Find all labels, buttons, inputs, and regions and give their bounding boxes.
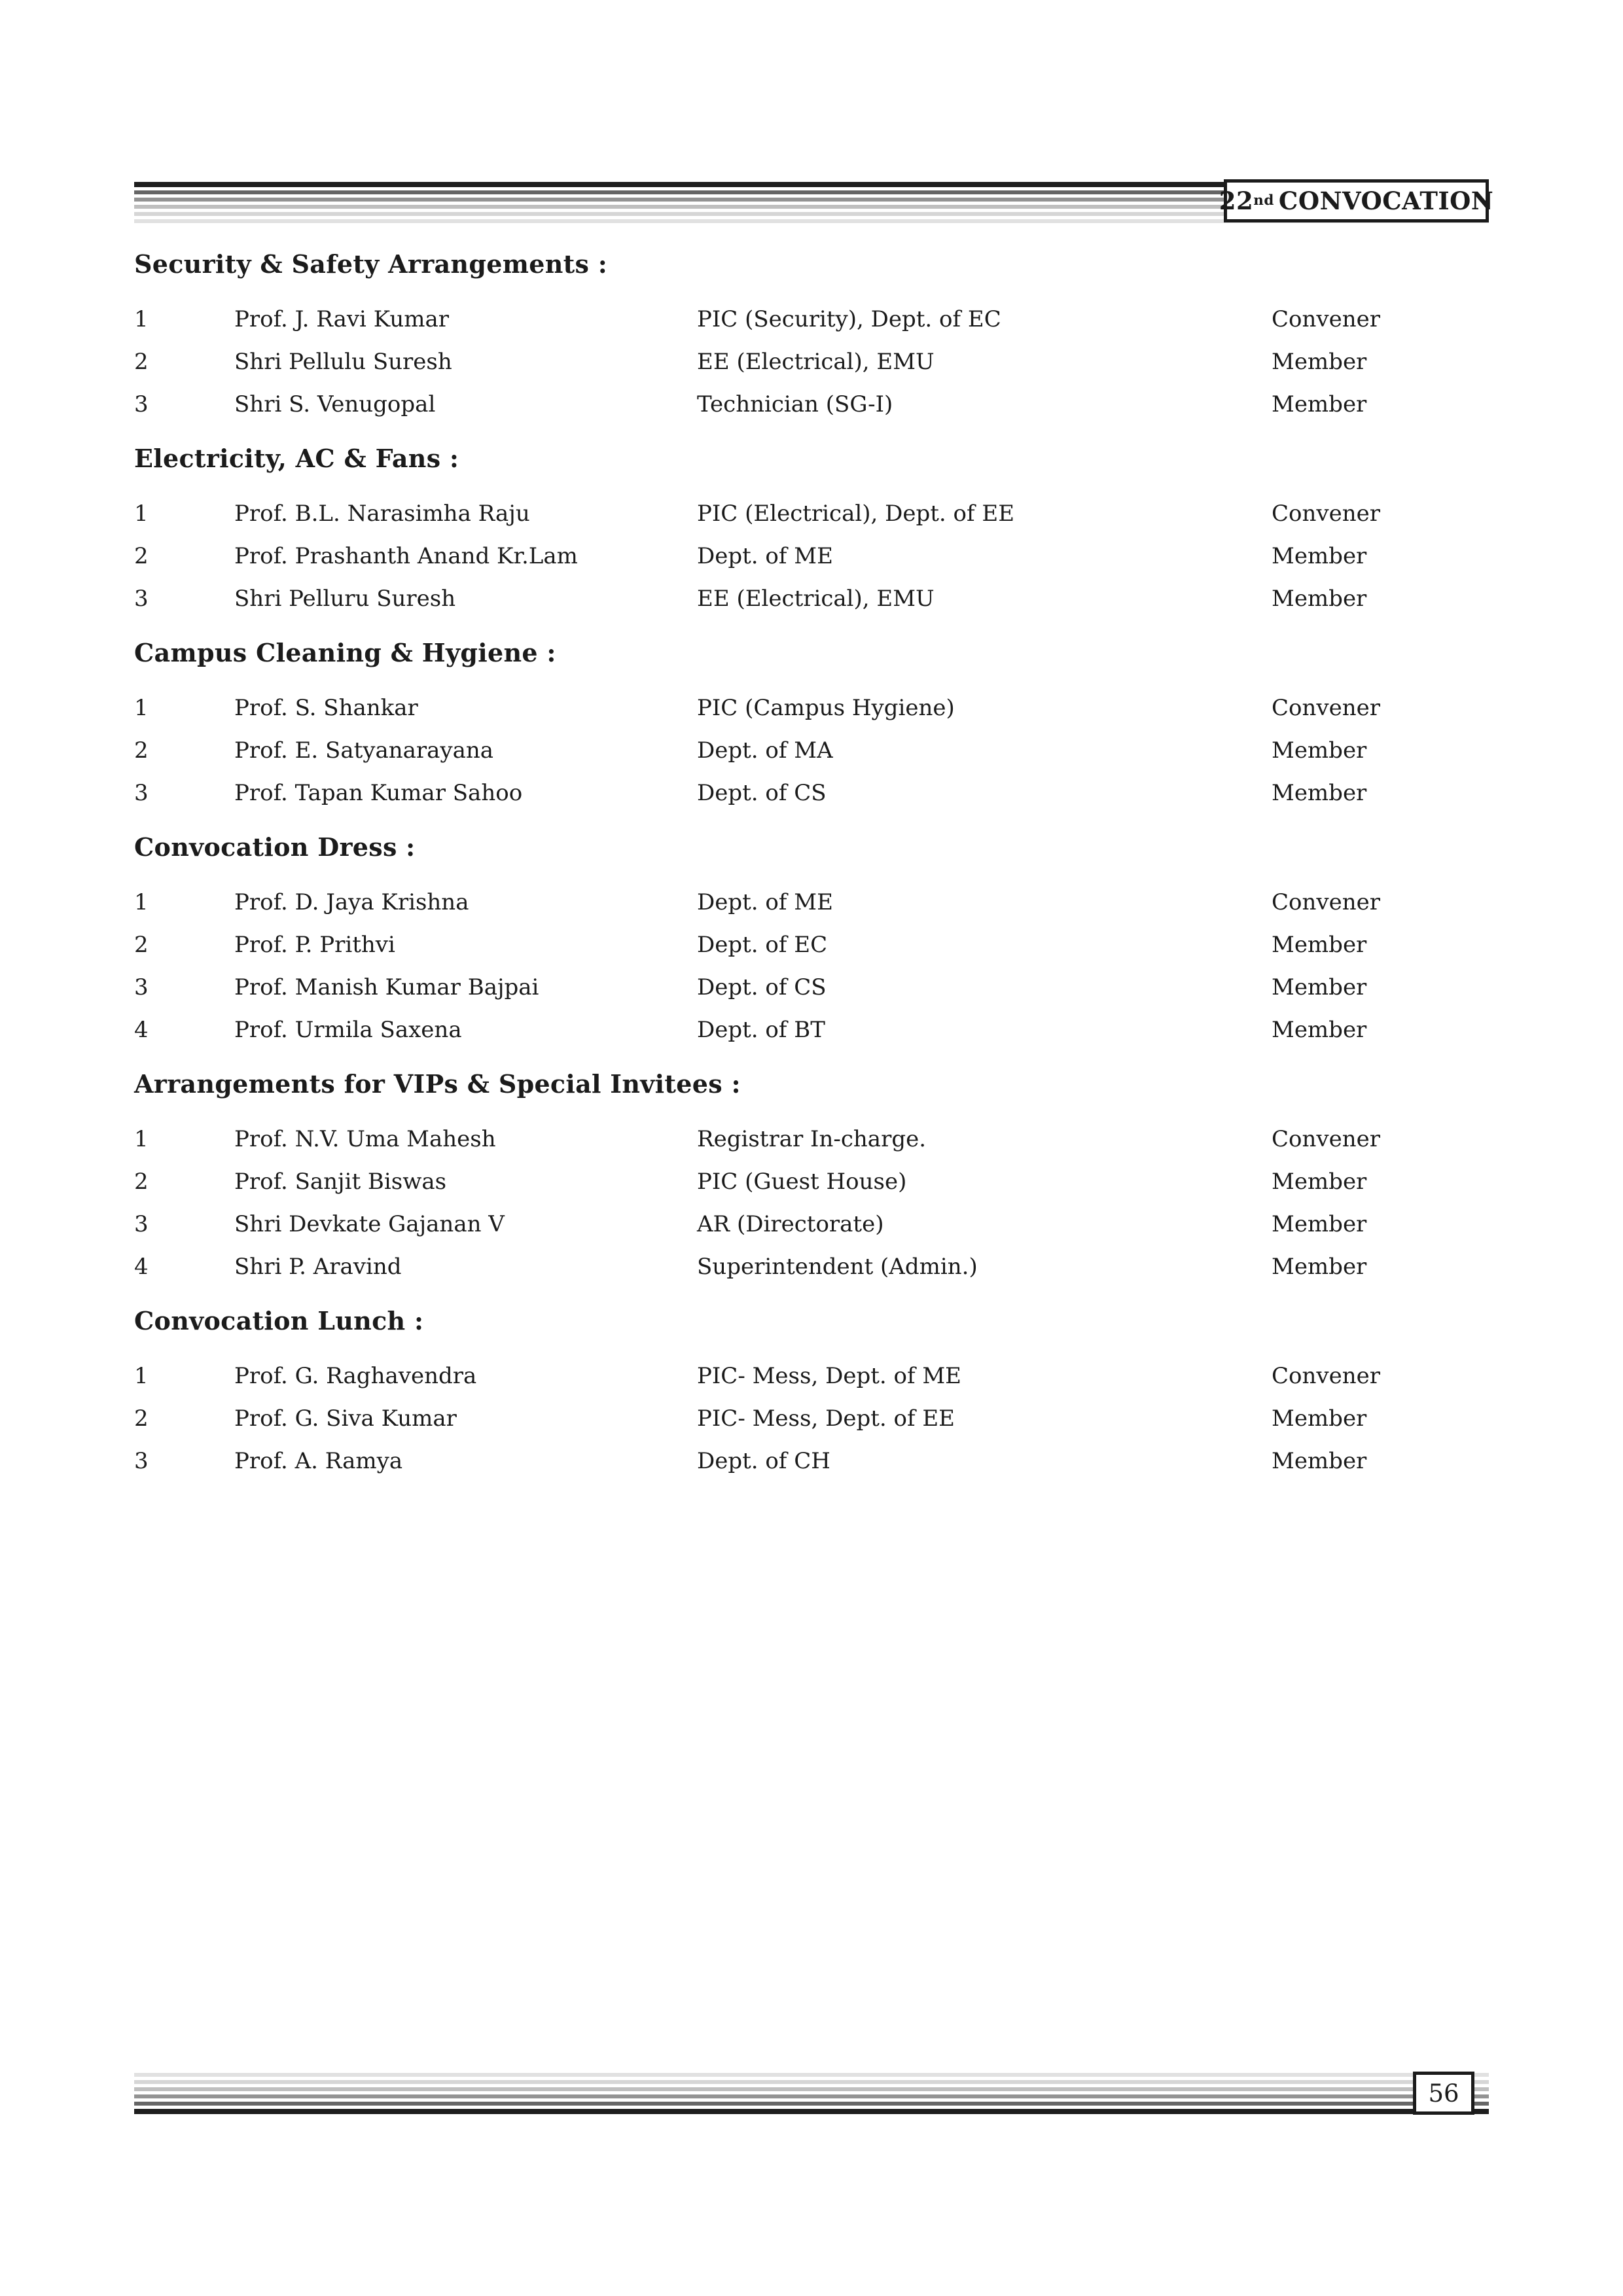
- row-number: 1: [134, 1125, 149, 1152]
- footer-stripe: [134, 2102, 1489, 2106]
- member-name: Prof. Urmila Saxena: [234, 1016, 462, 1043]
- member-name: Prof. Sanjit Biswas: [234, 1168, 447, 1195]
- member-role: Convener: [1272, 500, 1380, 527]
- table-row: [134, 298, 1489, 340]
- member-name: Prof. G. Raghavendra: [234, 1362, 477, 1389]
- section-vip-arrangements: [134, 1069, 1489, 1288]
- row-number: 1: [134, 1362, 149, 1389]
- table-row: [134, 492, 1489, 535]
- row-number: 4: [134, 1253, 149, 1280]
- footer-stripe-band: [134, 2073, 1489, 2117]
- table-row: [134, 1118, 1489, 1160]
- member-designation: PIC (Security), Dept. of EC: [697, 306, 1001, 332]
- section-heading: Campus Cleaning & Hygiene :: [134, 638, 556, 667]
- member-name: Prof. Tapan Kumar Sahoo: [234, 779, 523, 806]
- member-name: Shri Devkate Gajanan V: [234, 1210, 505, 1237]
- member-designation: EE (Electrical), EMU: [697, 348, 935, 375]
- member-name: Prof. Prashanth Anand Kr.Lam: [234, 542, 578, 569]
- member-name: Shri S. Venugopal: [234, 391, 436, 417]
- member-designation: Dept. of ME: [697, 889, 833, 915]
- table-row: [134, 1203, 1489, 1245]
- committees-list: [134, 249, 1489, 1482]
- table-row: [134, 1160, 1489, 1203]
- row-number: 2: [134, 737, 149, 764]
- member-role: Member: [1272, 1405, 1367, 1432]
- member-role: Member: [1272, 348, 1367, 375]
- member-role: Member: [1272, 1210, 1367, 1237]
- page-number: 56: [1428, 2079, 1459, 2108]
- member-designation: PIC (Guest House): [697, 1168, 907, 1195]
- row-number: 1: [134, 694, 149, 721]
- member-designation: Technician (SG-I): [697, 391, 893, 417]
- row-number: 4: [134, 1016, 149, 1043]
- section-rows: [134, 492, 1489, 620]
- footer-stripe: [134, 2080, 1489, 2084]
- footer-stripe: [134, 2094, 1489, 2098]
- convocation-title-box: 22 nd CONVOCATION: [1224, 179, 1489, 222]
- row-number: 2: [134, 931, 149, 958]
- row-number: 3: [134, 1210, 149, 1237]
- section-electricity-ac-fans: [134, 444, 1489, 620]
- member-designation: PIC- Mess, Dept. of ME: [697, 1362, 961, 1389]
- table-row: [134, 383, 1489, 425]
- member-designation: Dept. of BT: [697, 1016, 825, 1043]
- footer-stripe: [134, 2073, 1489, 2077]
- table-row: [134, 729, 1489, 771]
- table-row: [134, 1008, 1489, 1051]
- section-heading: Arrangements for VIPs & Special Invitees :: [134, 1069, 741, 1099]
- member-name: Prof. A. Ramya: [234, 1447, 403, 1474]
- table-row: [134, 577, 1489, 620]
- section-campus-cleaning-hygiene: [134, 638, 1489, 814]
- section-rows: [134, 686, 1489, 814]
- row-number: 3: [134, 1447, 149, 1474]
- section-rows: [134, 1354, 1489, 1482]
- row-number: 1: [134, 889, 149, 915]
- member-designation: PIC (Campus Hygiene): [697, 694, 955, 721]
- table-row: [134, 1245, 1489, 1288]
- member-name: Prof. J. Ravi Kumar: [234, 306, 450, 332]
- table-row: [134, 340, 1489, 383]
- section-heading: Security & Safety Arrangements :: [134, 249, 608, 279]
- member-role: Convener: [1272, 306, 1380, 332]
- member-name: Prof. B.L. Narasimha Raju: [234, 500, 530, 527]
- member-role: Convener: [1272, 889, 1380, 915]
- member-role: Member: [1272, 974, 1367, 1000]
- member-designation: Dept. of CS: [697, 974, 827, 1000]
- member-role: Member: [1272, 737, 1367, 764]
- row-number: 3: [134, 391, 149, 417]
- member-name: Prof. D. Jaya Krishna: [234, 889, 469, 915]
- member-designation: Superintendent (Admin.): [697, 1253, 978, 1280]
- section-convocation-lunch: [134, 1306, 1489, 1482]
- member-role: Member: [1272, 1016, 1367, 1043]
- section-heading: Convocation Lunch :: [134, 1306, 424, 1335]
- header-stripe-band: [134, 182, 1494, 226]
- member-name: Prof. P. Prithvi: [234, 931, 395, 958]
- member-designation: Dept. of MA: [697, 737, 833, 764]
- member-role: Member: [1272, 1447, 1367, 1474]
- member-name: Prof. E. Satyanarayana: [234, 737, 494, 764]
- table-row: [134, 686, 1489, 729]
- page-number-box: [1413, 2072, 1474, 2115]
- table-row: [134, 771, 1489, 814]
- row-number: 2: [134, 1168, 149, 1195]
- section-security-safety: [134, 249, 1489, 425]
- member-name: Shri P. Aravind: [234, 1253, 402, 1280]
- section-rows: [134, 881, 1489, 1051]
- row-number: 2: [134, 542, 149, 569]
- section-rows: [134, 298, 1489, 425]
- row-number: 3: [134, 585, 149, 612]
- row-number: 1: [134, 500, 149, 527]
- row-number: 3: [134, 779, 149, 806]
- section-heading: Convocation Dress :: [134, 832, 416, 862]
- row-number: 3: [134, 974, 149, 1000]
- row-number: 1: [134, 306, 149, 332]
- table-row: [134, 1354, 1489, 1397]
- member-name: Prof. Manish Kumar Bajpai: [234, 974, 539, 1000]
- member-designation: Dept. of CH: [697, 1447, 830, 1474]
- convocation-title-text: CONVOCATION: [1278, 186, 1494, 215]
- table-row: [134, 881, 1489, 923]
- footer-stripe: [134, 2087, 1489, 2091]
- table-row: [134, 535, 1489, 577]
- footer-stripe: [134, 2109, 1489, 2114]
- member-designation: EE (Electrical), EMU: [697, 585, 935, 612]
- member-name: Prof. S. Shankar: [234, 694, 418, 721]
- convocation-title-number: 22: [1219, 186, 1254, 215]
- row-number: 2: [134, 348, 149, 375]
- member-role: Member: [1272, 542, 1367, 569]
- member-name: Shri Pelluru Suresh: [234, 585, 456, 612]
- table-row: [134, 966, 1489, 1008]
- member-role: Convener: [1272, 1362, 1380, 1389]
- member-name: Prof. N.V. Uma Mahesh: [234, 1125, 496, 1152]
- member-name: Shri Pellulu Suresh: [234, 348, 452, 375]
- member-role: Convener: [1272, 1125, 1380, 1152]
- member-designation: PIC (Electrical), Dept. of EE: [697, 500, 1015, 527]
- member-name: Prof. G. Siva Kumar: [234, 1405, 457, 1432]
- section-rows: [134, 1118, 1489, 1288]
- member-role: Convener: [1272, 694, 1380, 721]
- member-designation: AR (Directorate): [697, 1210, 884, 1237]
- member-role: Member: [1272, 585, 1367, 612]
- member-role: Member: [1272, 779, 1367, 806]
- member-designation: PIC- Mess, Dept. of EE: [697, 1405, 955, 1432]
- member-role: Member: [1272, 1253, 1367, 1280]
- member-designation: Dept. of CS: [697, 779, 827, 806]
- table-row: [134, 1439, 1489, 1482]
- section-heading: Electricity, AC & Fans :: [134, 444, 459, 473]
- member-designation: Dept. of EC: [697, 931, 828, 958]
- table-row: [134, 1397, 1489, 1439]
- section-convocation-dress: [134, 832, 1489, 1051]
- member-designation: Dept. of ME: [697, 542, 833, 569]
- member-role: Member: [1272, 1168, 1367, 1195]
- member-designation: Registrar In-charge.: [697, 1125, 927, 1152]
- row-number: 2: [134, 1405, 149, 1432]
- table-row: [134, 923, 1489, 966]
- member-role: Member: [1272, 391, 1367, 417]
- member-role: Member: [1272, 931, 1367, 958]
